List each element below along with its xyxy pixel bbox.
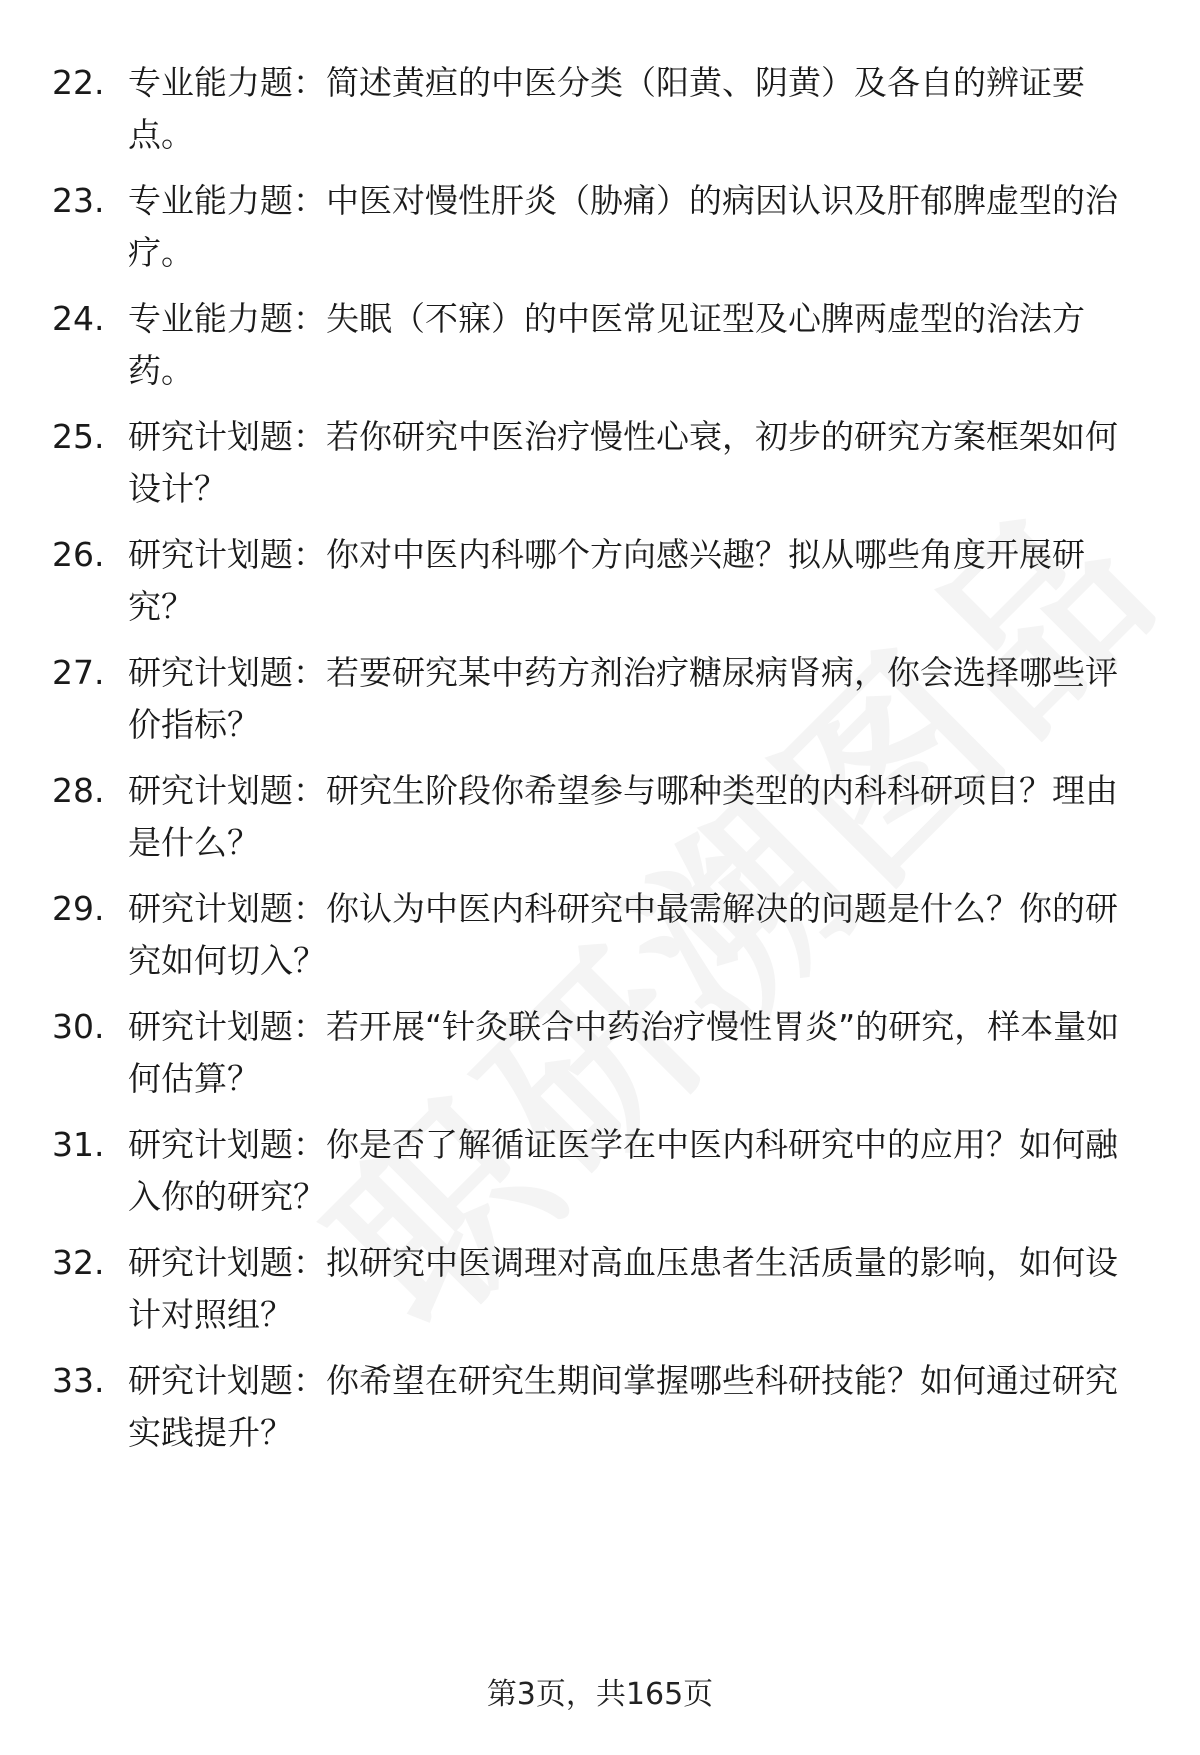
question-text: 研究计划题：若你研究中医治疗慢性心衰，初步的研究方案框架如何设计？ — [128, 417, 1118, 508]
question-text: 研究计划题：拟研究中医调理对高血压患者生活质量的影响，如何设计对照组？ — [128, 1243, 1118, 1334]
page-number-footer: 第3页，共165页 — [486, 1677, 714, 1712]
question-text: 专业能力题：失眠（不寐）的中医常见证型及心脾两虚型的治法方药。 — [128, 299, 1085, 390]
question-number: 29. — [52, 889, 105, 928]
question-number: 30. — [52, 1007, 105, 1046]
list-item-question-32 — [0, 1237, 1200, 1347]
list-item-question-23 — [0, 175, 1200, 285]
question-text: 研究计划题：若开展“针灸联合中药治疗慢性胃炎”的研究，样本量如何估算？ — [128, 1007, 1120, 1098]
question-text: 研究计划题：你希望在研究生期间掌握哪些科研技能？如何通过研究实践提升？ — [128, 1361, 1118, 1452]
list-item-question-33 — [0, 1355, 1200, 1465]
list-item-question-24 — [0, 293, 1200, 403]
question-number: 27. — [52, 653, 105, 692]
question-number: 26. — [52, 535, 105, 574]
question-text: 研究计划题：研究生阶段你希望参与哪种类型的内科科研项目？理由是什么？ — [128, 771, 1118, 862]
list-item-question-31 — [0, 1119, 1200, 1229]
question-number: 31. — [52, 1125, 105, 1164]
question-text: 专业能力题：简述黄疸的中医分类（阳黄、阴黄）及各自的辨证要点。 — [128, 63, 1085, 154]
question-number: 32. — [52, 1243, 105, 1282]
question-number: 28. — [52, 771, 105, 810]
question-text: 研究计划题：你是否了解循证医学在中医内科研究中的应用？如何融入你的研究？ — [128, 1125, 1118, 1216]
list-item-question-30 — [0, 1001, 1200, 1111]
question-text: 专业能力题：中医对慢性肝炎（胁痛）的病因认识及肝郁脾虚型的治疗。 — [128, 181, 1118, 272]
list-item-question-25 — [0, 411, 1200, 521]
list-item-question-26 — [0, 529, 1200, 639]
question-text: 研究计划题：若要研究某中药方剂治疗糖尿病肾病，你会选择哪些评价指标？ — [128, 653, 1118, 744]
question-number: 25. — [52, 417, 105, 456]
question-number: 24. — [52, 299, 105, 338]
question-text: 研究计划题：你对中医内科哪个方向感兴趣？拟从哪些角度开展研究？ — [128, 535, 1085, 626]
list-item-question-27 — [0, 647, 1200, 757]
list-item-question-29 — [0, 883, 1200, 993]
question-text: 研究计划题：你认为中医内科研究中最需解决的问题是什么？你的研究如何切入？ — [128, 889, 1118, 980]
question-number: 23. — [52, 181, 105, 220]
list-item-question-22 — [0, 57, 1200, 167]
question-number: 33. — [52, 1361, 105, 1400]
list-item-question-28 — [0, 765, 1200, 875]
question-number: 22. — [52, 63, 105, 102]
